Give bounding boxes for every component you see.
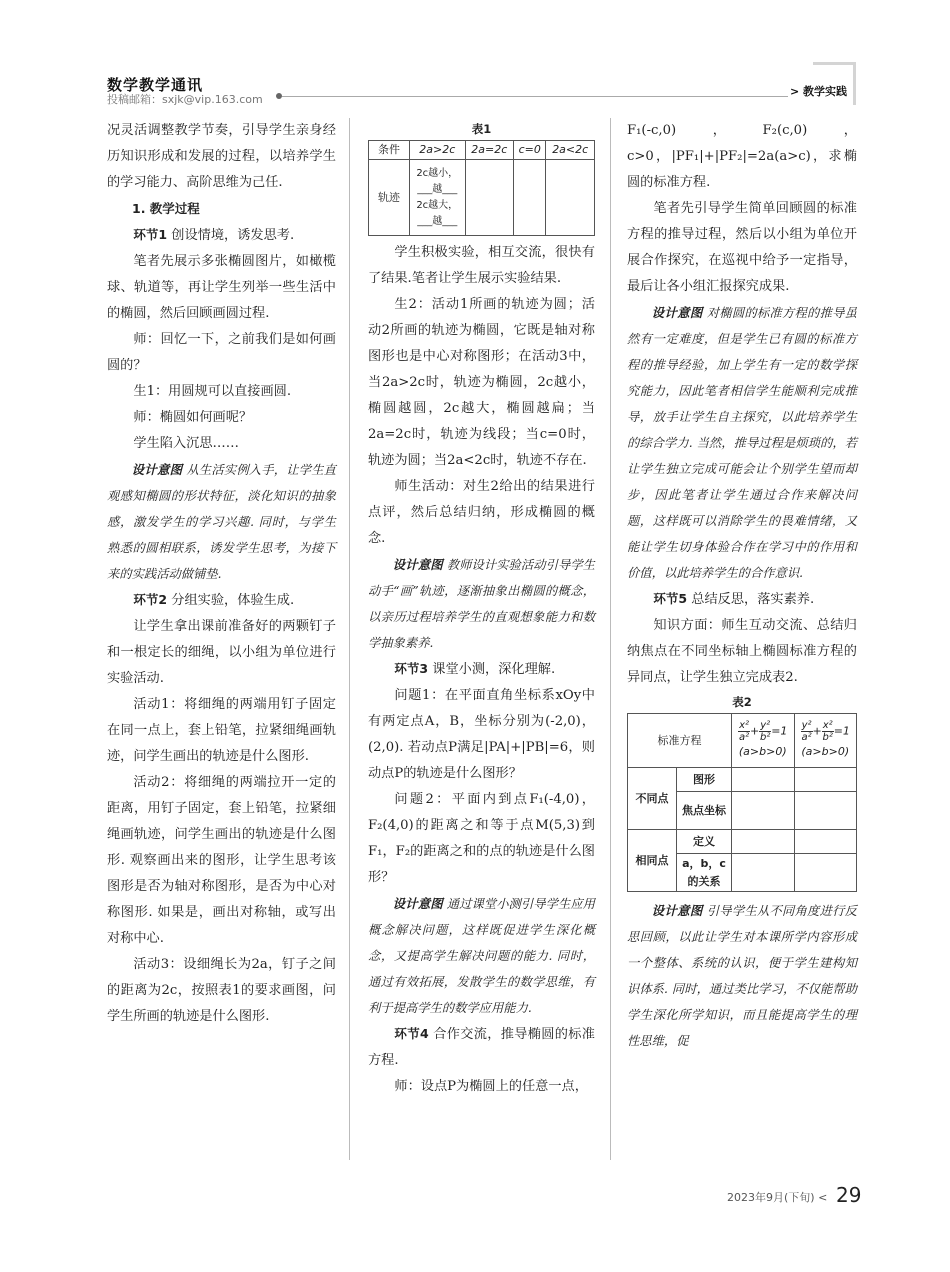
table-1 bbox=[368, 140, 595, 236]
design-intent-label: 设计意图 bbox=[651, 305, 703, 320]
header-rule bbox=[282, 96, 814, 97]
paragraph: 生2：活动1所画的轨迹为圆；活动2所画的轨迹为椭圆，它既是轴对称图形也是中心对称图形；在活动3中，当2a>2c时，轨迹为椭圆，2c越小，椭圆越圆，2c越大，椭圆越扁；当2a=2c时，轨迹为线段；当c=0时，轨迹为圆；当2a<2c时，轨迹不存在. bbox=[368, 297, 595, 468]
question-2: 问题2：平面内到点F₁(-4,0)，F₂(4,0)的距离之和等于点M(5,3)到F₁，F₂的距离之和的点的轨迹是什么图形？ bbox=[368, 792, 595, 885]
issue-date: 2023年9月(下旬) < bbox=[727, 1191, 828, 1204]
table-1-cell bbox=[410, 160, 466, 236]
cell-line: 2c越大， bbox=[416, 199, 459, 211]
design-intent-text: 教师设计实验活动引导学生动手“画”轨迹，逐渐抽象出椭圆的概念，以亲历过程培养学生的直观想象能力和数学抽象素养. bbox=[368, 558, 595, 650]
step-title: 合作交流，推导椭圆的标准方程. bbox=[368, 1027, 595, 1068]
table-2-cell bbox=[732, 854, 795, 892]
step-label: 环节4 bbox=[394, 1026, 429, 1041]
step-heading bbox=[368, 1021, 595, 1074]
table-2-cell bbox=[794, 792, 857, 830]
table-2-group-different: 不同点 bbox=[628, 768, 677, 830]
table-1-header-condition: 条件 bbox=[369, 141, 410, 160]
design-intent bbox=[627, 898, 857, 1054]
paragraph: 师生活动：对生2给出的结果进行点评，然后总结归纳，形成椭圆的概念. bbox=[368, 479, 595, 546]
step-heading bbox=[107, 222, 336, 249]
table-2-cell bbox=[794, 830, 857, 854]
column-3 bbox=[627, 118, 857, 1054]
journal-title: 数学教学通讯 bbox=[107, 76, 204, 94]
fraction: $\frac{\text{x²}}{\text{a²}}$ bbox=[738, 720, 750, 743]
table-2-row-label: 焦点坐标 bbox=[677, 792, 732, 830]
cell-line: ___越___ bbox=[417, 215, 458, 227]
table-1-cell bbox=[465, 160, 514, 236]
table-1-header-col: 2a>2c bbox=[410, 141, 466, 160]
condition: (a>b>0) bbox=[801, 745, 850, 758]
column-rule bbox=[349, 118, 350, 1160]
step-heading bbox=[627, 586, 857, 613]
page-number: 29 bbox=[836, 1183, 862, 1207]
table-1-cell bbox=[514, 160, 546, 236]
question-1: 问题1：在平面直角坐标系xOy中有两定点A，B，坐标分别为(-2,0)，(2,0). 若动点P满足|PA|+|PB|=6，则动点P的轨迹是什么图形？ bbox=[368, 688, 595, 781]
table-1-header-col: 2a<2c bbox=[546, 141, 595, 160]
paragraph: 师：椭圆如何画呢？ bbox=[133, 410, 253, 425]
step-label: 环节3 bbox=[394, 661, 429, 676]
fraction: $\frac{\text{y²}}{\text{a²}}$ bbox=[801, 720, 812, 743]
table-2-header-standard-equation: 标准方程 bbox=[628, 714, 732, 768]
design-intent-label: 设计意图 bbox=[392, 557, 443, 572]
paragraph: 笔者先展示多张椭圆图片，如橄榄球、轨道等，再让学生列举一些生活中的椭圆，然后回顾画圆过程. bbox=[107, 254, 336, 321]
paragraph: 知识方面：师生互动交流、总结归纳焦点在不同坐标轴上椭圆标准方程的异同点，让学生独立完成表2. bbox=[627, 618, 857, 685]
table-2-cell bbox=[732, 768, 795, 792]
condition: (a>b>0) bbox=[738, 745, 787, 758]
paragraph: 让学生拿出课前准备好的两颗钉子和一根定长的细绳，以小组为单位进行实验活动. bbox=[107, 619, 336, 686]
submission-email: 投稿邮箱：sxjk@vip.163.com bbox=[107, 93, 263, 106]
step-title: 总结反思，落实素养. bbox=[691, 592, 815, 607]
paragraph: F₁(-c,0)，F₂(c,0)，c>0，|PF₁|+|PF₂|=2a(a>c)，求椭圆的标准方程. bbox=[627, 123, 857, 190]
design-intent-label: 设计意图 bbox=[392, 896, 443, 911]
fraction: $\frac{\text{x²}}{\text{b²}}$ bbox=[822, 720, 833, 743]
column-2 bbox=[368, 118, 595, 1100]
step-heading bbox=[107, 587, 336, 614]
design-intent bbox=[368, 552, 595, 656]
fraction: $\frac{\text{y²}}{\text{b²}}$ bbox=[760, 720, 771, 743]
paragraph: 活动1：将细绳的两端用钉子固定在同一点上，套上铅笔，拉紧细绳画轨迹，问学生画出的轨迹是什么图形. bbox=[107, 697, 336, 764]
step-heading bbox=[368, 656, 595, 683]
table-2-cell bbox=[794, 768, 857, 792]
table-2-cell bbox=[732, 792, 795, 830]
paragraph: 学生陷入沉思…… bbox=[133, 436, 239, 451]
table-2-header-eq1: $\frac{\text{x²}}{\text{a²}}$ + $\frac{\text{y²}}{\text{b²}}$ =1 (a>b>0) bbox=[732, 714, 795, 768]
section-label: > 教学实践 bbox=[790, 85, 848, 98]
cell-line: 2c越小， bbox=[416, 167, 459, 179]
table-1-header-col: 2a=2c bbox=[465, 141, 514, 160]
step-label: 环节2 bbox=[133, 592, 168, 607]
table-2 bbox=[627, 713, 857, 892]
design-intent-text: 对椭圆的标准方程的推导虽然有一定难度，但是学生已有圆的标准方程的推导经验，加上学生有一定的数学探究能力，因此笔者相信学生能顺利完成推导，放手让学生自主探究，以此培养学生的综合学力. 当然，推导过程是烦琐的，若让学生独立完成可能会让个别学生望而却步，因此笔者让学生通过合作来解决问题，这样既可以消除学生的畏难情绪，又能让学生切身体验合作在学习中的作用和价值，以此培养学生的合作意识. bbox=[627, 306, 857, 580]
table-2-row-label: 图形 bbox=[677, 768, 732, 792]
paragraph: 生1：用圆规可以直接画圆. bbox=[133, 384, 292, 399]
paragraph: 笔者先引导学生简单回顾圆的标准方程的推导过程，然后以小组为单位开展合作探究，在巡视中给予一定指导，最后让各小组汇报探究成果. bbox=[627, 201, 857, 294]
paragraph: 师：回忆一下，之前我们是如何画圆的？ bbox=[107, 332, 336, 373]
step-label: 环节1 bbox=[133, 227, 168, 242]
step-title: 分组实验，体验生成. bbox=[171, 593, 295, 608]
design-intent-label: 设计意图 bbox=[131, 462, 183, 477]
column-rule bbox=[610, 118, 611, 1160]
table-2-caption: 表2 bbox=[732, 695, 752, 709]
paragraph: 学生积极实验，相互交流，很快有了结果.笔者让学生展示实验结果. bbox=[368, 245, 595, 286]
step-label: 环节5 bbox=[653, 591, 688, 606]
design-intent bbox=[627, 300, 857, 586]
paragraph: 活动2：将细绳的两端拉开一定的距离，用钉子固定，套上铅笔，拉紧细绳画轨迹，问学生画出的轨迹是什么图形. 观察画出来的图形，让学生思考该图形是否为轴对称图形，是否为中心对称图形. 如果是，画出对称轴，或写出对称中心. bbox=[107, 775, 336, 946]
design-intent bbox=[368, 891, 595, 1021]
table-1-header-col: c=0 bbox=[514, 141, 546, 160]
table-1-row-label: 轨迹 bbox=[369, 160, 410, 236]
paragraph: 况灵活调整教学节奏，引导学生亲身经历知识形成和发展的过程，以培养学生的学习能力、高阶思维为己任. bbox=[107, 123, 336, 190]
column-1 bbox=[107, 118, 336, 1030]
section-heading: 1. 教学过程 bbox=[132, 201, 200, 216]
paragraph: 活动3：设细绳长为2a，钉子之间的距离为2c，按照表1的要求画图，问学生所画的轨迹是什么图形. bbox=[107, 957, 336, 1024]
table-2-row-label: 定义 bbox=[677, 830, 732, 854]
paragraph: 师：设点P为椭圆上的任意一点， bbox=[394, 1079, 588, 1094]
table-1-cell bbox=[546, 160, 595, 236]
design-intent-text: 从生活实例入手，让学生直观感知椭圆的形状特征，淡化知识的抽象感，激发学生的学习兴趣. 同时，与学生熟悉的圆相联系，诱发学生思考，为接下来的实践活动做铺垫. bbox=[107, 463, 336, 581]
step-title: 创设情境，诱发思考. bbox=[171, 228, 295, 243]
cell-line: ___越___ bbox=[417, 183, 458, 195]
design-intent-label: 设计意图 bbox=[651, 903, 703, 918]
step-title: 课堂小测，深化理解. bbox=[432, 662, 556, 677]
table-2-cell bbox=[732, 830, 795, 854]
table-2-header-eq2: $\frac{\text{y²}}{\text{a²}}$ + $\frac{\text{x²}}{\text{b²}}$ =1 (a>b>0) bbox=[794, 714, 857, 768]
table-2-cell bbox=[794, 854, 857, 892]
table-2-row-label: a，b，c的关系 bbox=[677, 854, 732, 892]
design-intent-text: 通过课堂小测引导学生应用概念解决问题，这样既促进学生深化概念，又提高学生解决问题的能力. 同时，通过有效拓展，发散学生的数学思维，有利于提高学生的数学应用能力. bbox=[368, 897, 595, 1015]
design-intent bbox=[107, 457, 336, 587]
table-1-caption: 表1 bbox=[471, 122, 492, 136]
table-2-group-same: 相同点 bbox=[628, 830, 677, 892]
design-intent-text: 引导学生从不同角度进行反思回顾，以此让学生对本课所学内容形成一个整体、系统的认识，便于学生建构知识体系. 同时，通过类比学习，不仅能帮助学生深化所学知识，而且能提高学生的理性思维，促 bbox=[627, 904, 857, 1048]
